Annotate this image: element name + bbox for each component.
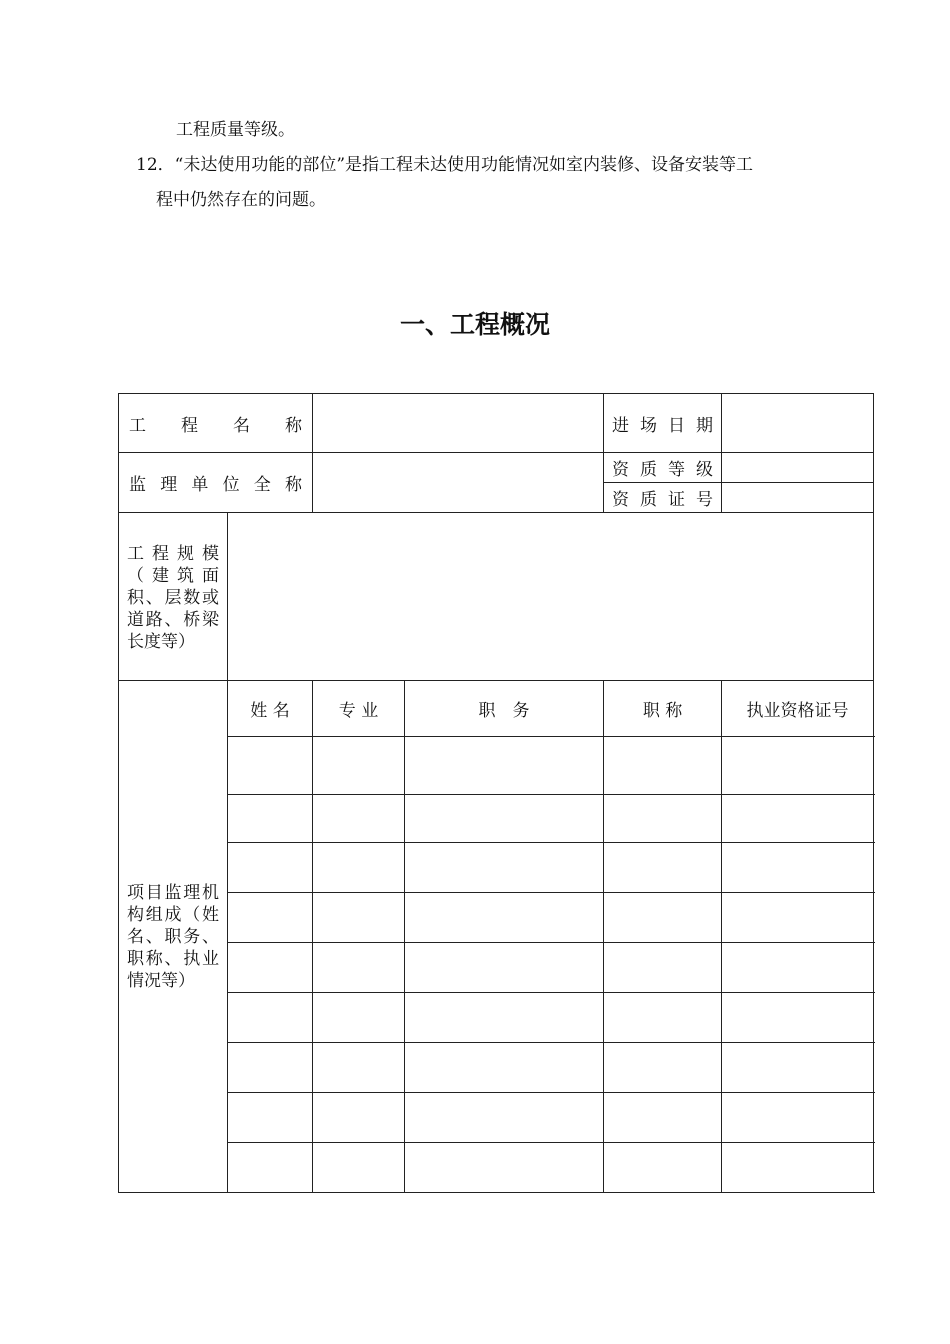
table-row bbox=[119, 737, 874, 795]
cell[interactable] bbox=[313, 737, 405, 795]
cell[interactable] bbox=[405, 1143, 604, 1193]
item-12-line-2: 程中仍然存在的问题。 bbox=[156, 190, 326, 210]
cell[interactable] bbox=[604, 1043, 722, 1093]
table-row bbox=[119, 943, 874, 993]
cell[interactable] bbox=[405, 893, 604, 943]
cell[interactable] bbox=[405, 1043, 604, 1093]
cell[interactable] bbox=[228, 1093, 313, 1143]
project-scale-label: 工程规模（建筑面积、层数或道路、桥梁长度等） bbox=[119, 513, 228, 681]
cell[interactable] bbox=[604, 1143, 722, 1193]
cell[interactable] bbox=[313, 843, 405, 893]
cell[interactable] bbox=[228, 795, 313, 843]
col-header-name: 姓 名 bbox=[228, 681, 313, 737]
cell[interactable] bbox=[722, 1043, 874, 1093]
cell[interactable] bbox=[722, 1143, 874, 1193]
cell[interactable] bbox=[604, 993, 722, 1043]
project-scale-value[interactable] bbox=[228, 513, 874, 681]
cell[interactable] bbox=[722, 1093, 874, 1143]
cell[interactable] bbox=[604, 737, 722, 795]
cell[interactable] bbox=[313, 943, 405, 993]
cell[interactable] bbox=[722, 843, 874, 893]
table-row bbox=[119, 1093, 874, 1143]
cell[interactable] bbox=[313, 893, 405, 943]
col-header-major: 专 业 bbox=[313, 681, 405, 737]
cell[interactable] bbox=[604, 893, 722, 943]
col-header-cert: 执业资格证号 bbox=[722, 681, 874, 737]
project-overview-table bbox=[118, 393, 874, 1193]
cell[interactable] bbox=[228, 1143, 313, 1193]
cell[interactable] bbox=[313, 1043, 405, 1093]
cell[interactable] bbox=[722, 893, 874, 943]
qualification-cert-label: 资质证号 bbox=[604, 483, 722, 513]
table-row bbox=[119, 993, 874, 1043]
project-name-label: 工程名称 bbox=[119, 394, 313, 453]
cell[interactable] bbox=[313, 993, 405, 1043]
item-12-text: “未达使用功能的部位”是指工程未达使用功能情况如室内装修、设备安装等工 bbox=[174, 155, 754, 175]
cell[interactable] bbox=[405, 1093, 604, 1143]
cell[interactable] bbox=[604, 943, 722, 993]
table-row bbox=[119, 1043, 874, 1093]
qualification-grade-value[interactable] bbox=[722, 453, 874, 483]
cell[interactable] bbox=[228, 737, 313, 795]
supervisor-unit-value[interactable] bbox=[313, 453, 604, 513]
col-header-position: 职 务 bbox=[405, 681, 604, 737]
cell[interactable] bbox=[722, 943, 874, 993]
entry-date-label: 进场日期 bbox=[604, 394, 722, 453]
org-label: 项目监理机构组成（姓名、职务、职称、执业情况等） bbox=[119, 681, 228, 1193]
supervisor-unit-label: 监理单位全称 bbox=[119, 453, 313, 513]
table-row bbox=[119, 843, 874, 893]
table-row bbox=[119, 893, 874, 943]
col-header-title: 职 称 bbox=[604, 681, 722, 737]
item-12-line-1 bbox=[136, 153, 753, 177]
cell[interactable] bbox=[313, 795, 405, 843]
cell[interactable] bbox=[604, 795, 722, 843]
intro-line-1: 工程质量等级。 bbox=[176, 120, 295, 140]
cell[interactable] bbox=[228, 993, 313, 1043]
item-12-number: 12． bbox=[136, 155, 175, 175]
cell[interactable] bbox=[228, 943, 313, 993]
cell[interactable] bbox=[313, 1093, 405, 1143]
cell[interactable] bbox=[405, 943, 604, 993]
cell[interactable] bbox=[405, 843, 604, 893]
cell[interactable] bbox=[228, 893, 313, 943]
qualification-grade-label: 资质等级 bbox=[604, 453, 722, 483]
cell[interactable] bbox=[405, 993, 604, 1043]
cell[interactable] bbox=[228, 1043, 313, 1093]
cell[interactable] bbox=[405, 737, 604, 795]
cell[interactable] bbox=[228, 843, 313, 893]
table-row bbox=[119, 1143, 874, 1193]
cell[interactable] bbox=[313, 1143, 405, 1193]
cell[interactable] bbox=[722, 795, 874, 843]
cell[interactable] bbox=[604, 1093, 722, 1143]
cell[interactable] bbox=[722, 737, 874, 795]
cell[interactable] bbox=[722, 993, 874, 1043]
cell[interactable] bbox=[604, 843, 722, 893]
cell[interactable] bbox=[405, 795, 604, 843]
qualification-cert-value[interactable] bbox=[722, 483, 874, 513]
project-name-value[interactable] bbox=[313, 394, 604, 453]
table-row bbox=[119, 795, 874, 843]
entry-date-value[interactable] bbox=[722, 394, 874, 453]
section-title: 一、工程概况 bbox=[399, 310, 550, 339]
